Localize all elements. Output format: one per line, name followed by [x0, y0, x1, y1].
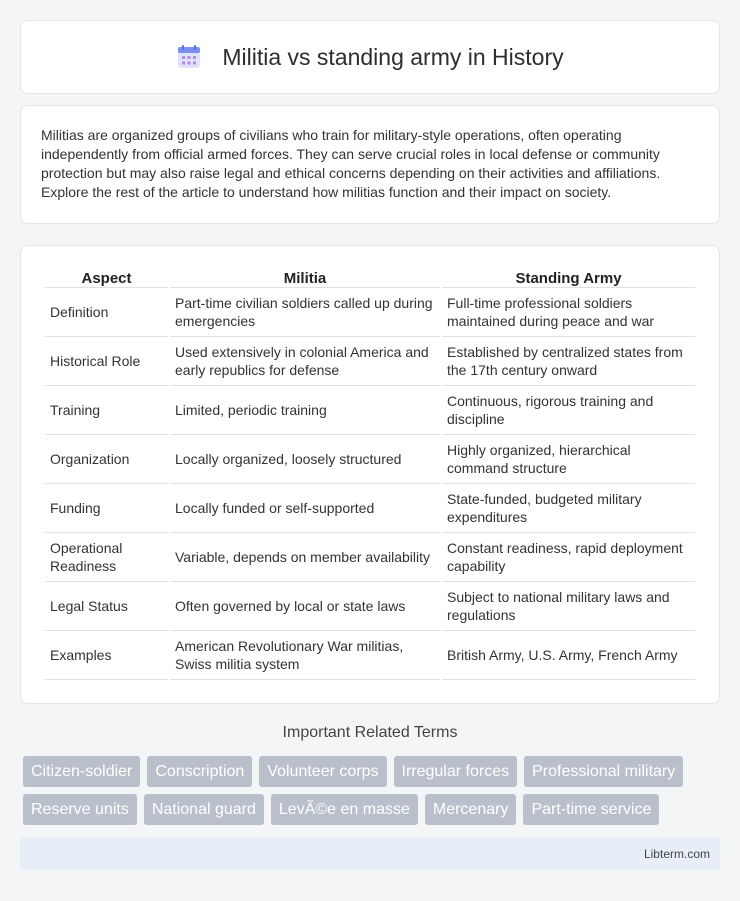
related-term-tag[interactable]: Mercenary: [425, 794, 517, 825]
table-row: [45, 435, 695, 484]
militia-cell: Locally funded or self-supported: [170, 484, 440, 533]
aspect-cell: Legal Status: [45, 582, 168, 631]
related-term-tag[interactable]: Conscription: [147, 756, 252, 787]
table-row: [45, 386, 695, 435]
footer: [20, 838, 720, 870]
militia-cell: Often governed by local or state laws: [170, 582, 440, 631]
page-title: Militia vs standing army in History: [222, 43, 564, 70]
intro-card: [20, 105, 720, 224]
standing-army-cell: Established by centralized states from the 17th century onward: [442, 337, 695, 386]
militia-cell: Locally organized, loosely structured: [170, 435, 440, 484]
standing-army-cell: Continuous, rigorous training and discipline: [442, 386, 695, 435]
intro-text: Militias are organized groups of civilians who train for military-style operations, often operating independently from official armed forces. They can serve crucial roles in local defense or community protection but may also raise legal and ethical concerns depending on their activities and affiliations. Explore the rest of the article to understand how militias function and their impact on society.: [41, 127, 661, 200]
related-term-tag[interactable]: Professional military: [524, 756, 683, 787]
table-header-row: [45, 266, 695, 288]
militia-cell: Part-time civilian soldiers called up during emergencies: [170, 288, 440, 337]
related-terms-list: [23, 756, 703, 825]
comparison-table: [43, 266, 697, 680]
header-standing-army: Standing Army: [442, 266, 695, 288]
standing-army-cell: State-funded, budgeted military expenditures: [442, 484, 695, 533]
related-terms-title: Important Related Terms: [282, 724, 458, 741]
related-term-tag[interactable]: Irregular forces: [394, 756, 518, 787]
related-term-tag[interactable]: Reserve units: [23, 794, 137, 825]
table-row: [45, 484, 695, 533]
calendar-icon: [176, 44, 202, 70]
comparison-table-card: [20, 245, 720, 704]
standing-army-cell: British Army, U.S. Army, French Army: [442, 631, 695, 680]
table-row: [45, 631, 695, 680]
related-term-tag[interactable]: Citizen-soldier: [23, 756, 140, 787]
related-term-tag[interactable]: LevÃ©e en masse: [271, 794, 418, 825]
standing-army-cell: Subject to national military laws and regulations: [442, 582, 695, 631]
aspect-cell: Funding: [45, 484, 168, 533]
aspect-cell: Organization: [45, 435, 168, 484]
militia-cell: Used extensively in colonial America and early republics for defense: [170, 337, 440, 386]
militia-cell: American Revolutionary War militias, Swiss militia system: [170, 631, 440, 680]
militia-cell: Limited, periodic training: [170, 386, 440, 435]
standing-army-cell: Full-time professional soldiers maintained during peace and war: [442, 288, 695, 337]
standing-army-cell: Highly organized, hierarchical command structure: [442, 435, 695, 484]
header-aspect: Aspect: [45, 266, 168, 288]
aspect-cell: Operational Readiness: [45, 533, 168, 582]
aspect-cell: Examples: [45, 631, 168, 680]
related-term-tag[interactable]: Part-time service: [523, 794, 659, 825]
table-row: [45, 288, 695, 337]
aspect-cell: Definition: [45, 288, 168, 337]
aspect-cell: Training: [45, 386, 168, 435]
related-term-tag[interactable]: National guard: [144, 794, 264, 825]
table-row: [45, 533, 695, 582]
header-card: [20, 20, 720, 94]
militia-cell: Variable, depends on member availability: [170, 533, 440, 582]
table-row: [45, 582, 695, 631]
related-term-tag[interactable]: Volunteer corps: [259, 756, 386, 787]
standing-army-cell: Constant readiness, rapid deployment capability: [442, 533, 695, 582]
aspect-cell: Historical Role: [45, 337, 168, 386]
table-row: [45, 337, 695, 386]
header-militia: Militia: [170, 266, 440, 288]
footer-site[interactable]: Libterm.com: [643, 847, 710, 861]
